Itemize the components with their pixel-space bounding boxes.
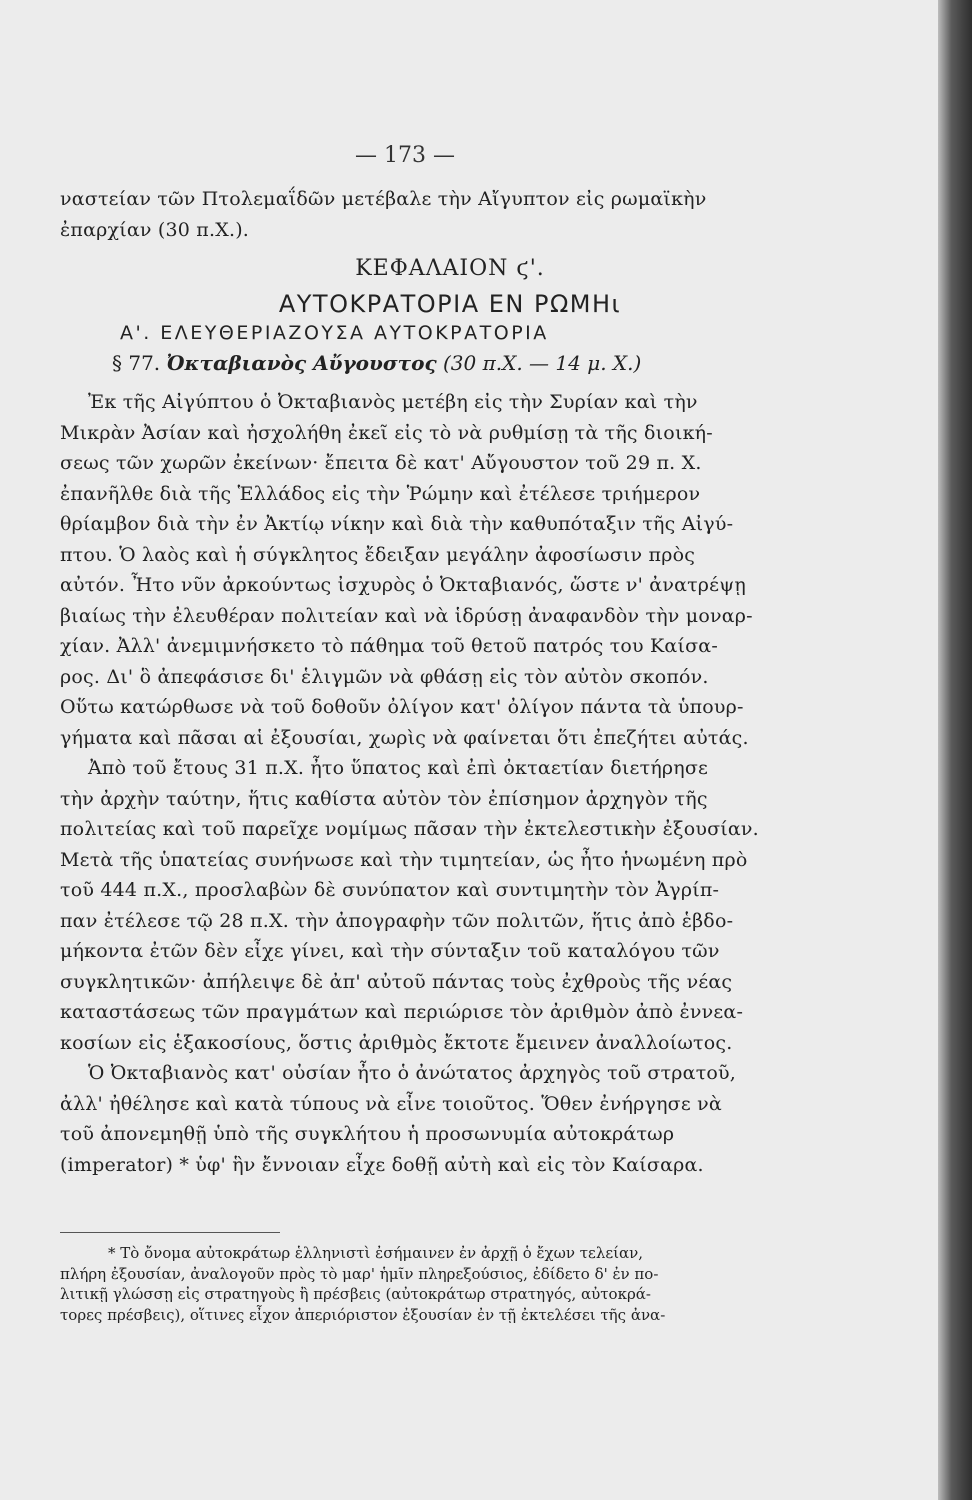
text-line: μήκοντα ἐτῶν δὲν εἶχε γίνει, καὶ τὴν σύνταξιν τοῦ καταλόγου τῶν — [60, 940, 720, 962]
text-line: θρίαμβον διὰ τὴν ἐν Ἀκτίῳ νίκην καὶ διὰ τὴν καθυπόταξιν τῆς Αἰγύ- — [60, 513, 734, 535]
text-line: ναστείαν τῶν Πτολεμαΐδῶν μετέβαλε τὴν Αἴγυπτον εἰς ρωμαϊκὴν — [60, 188, 707, 210]
footnote-line: * Τὸ ὄνομα αὐτοκράτωρ ἑλληνιστὶ ἐσήμαινεν ἐν ἀρχῇ ὁ ἔχων τελείαν, — [108, 1244, 643, 1262]
text-line: τοῦ ἀπονεμηθῇ ὑπὸ τῆς συγκλήτου ἡ προσωνυμία αὐτοκράτωρ — [60, 1123, 675, 1145]
text-line: αὐτόν. Ἦτο νῦν ἀρκούντως ἰσχυρὸς ὁ Ὀκταβιανός, ὥστε ν' ἀνατρέψῃ — [60, 574, 746, 596]
text-line: Μικρὰν Ἀσίαν καὶ ἠσχολήθη ἐκεῖ εἰς τὸ νὰ ρυθμίσῃ τὰ τῆς διοική- — [60, 421, 713, 444]
text-line: ρος. Δι' ὃ ἀπεφάσισε δι' ἑλιγμῶν νὰ φθάσῃ εἰς τὸν αὐτὸν σκοπόν. — [60, 665, 709, 688]
text-line: Ὁ Ὀκταβιανὸς κατ' οὐσίαν ἦτο ὁ ἀνώτατος ἀρχηγὸς τοῦ στρατοῦ, — [88, 1062, 737, 1084]
text-line: συγκλητικῶν· ἀπήλειψε δὲ ἀπ' αὐτοῦ πάντας τοὺς ἐχθροὺς τῆς νέας — [60, 970, 733, 993]
text-line: βιαίως τὴν ἐλευθέραν πολιτείαν καὶ νὰ ἱδρύσῃ ἀναφανδὸν τὴν μοναρ- — [60, 604, 753, 627]
footnote — [60, 1243, 780, 1325]
text-line: γήματα καὶ πᾶσαι αἱ ἐξουσίαι, χωρὶς νὰ φαίνεται ὅτι ἐπεζήτει αὐτάς. — [60, 726, 749, 749]
text-line: ἀλλ' ἠθέλησε καὶ κατὰ τύπους νὰ εἶνε τοιοῦτος. Ὅθεν ἐνήργησε νὰ — [60, 1092, 722, 1115]
text-line: ἐπανῆλθε διὰ τῆς Ἑλλάδος εἰς τὴν Ῥώμην καὶ ἐτέλεσε τριήμερον — [60, 482, 701, 505]
footnote-line: λιτικῇ γλώσσῃ εἰς στρατηγοὺς ἢ πρέσβεις (αὐτοκράτωρ στρατηγός, αὐτοκρά- — [60, 1285, 651, 1303]
text-line: Οὕτω κατώρθωσε νὰ τοῦ δοθοῦν ὀλίγον κατ' ὀλίγον πάντα τὰ ὑπουρ- — [60, 696, 744, 718]
text-line: τοῦ 444 π.Χ., προσλαβὼν δὲ συνύπατον καὶ συντιμητὴν τὸν Ἀγρίπ- — [60, 879, 720, 901]
body-text — [60, 387, 772, 1180]
text-line: (imperator) * ὑφ' ἣν ἔννοιαν εἶχε δοθῇ αὐτὴ καὶ εἰς τὸν Καίσαρα. — [60, 1153, 704, 1176]
subpart-heading: Α'. ΕΛΕΥΘΕΡΙΑΖΟΥΣΑ ΑΥΤΟΚΡΑΤΟΡΙΑ — [120, 322, 549, 344]
text-line: καταστάσεως τῶν πραγμάτων καὶ περιώρισε τὸν ἀριθμὸν ἀπὸ ἐννεα- — [60, 1001, 744, 1023]
section-heading — [112, 351, 641, 375]
text-line: Ἐκ τῆς Αἰγύπτου ὁ Ὀκταβιανὸς μετέβη εἰς τὴν Συρίαν καὶ τὴν — [88, 391, 698, 413]
footnote-line: πλήρη ἐξουσίαν, ἀναλογοῦν πρὸς τὸ μαρ' ἡμῖν πληρεξούσιος, ἐδίδετο δ' ἐν πο- — [60, 1264, 659, 1283]
text-line: χίαν. Ἀλλ' ἀνεμιμνήσκετο τὸ πάθημα τοῦ θετοῦ πατρός του Καίσα- — [60, 635, 718, 657]
chapter-heading: ΚΕΦΑΛΑΙΟΝ ϛ'. — [355, 256, 545, 281]
text-line: σεως τῶν χωρῶν ἐκείνων· ἔπειτα δὲ κατ' Αὔγουστον τοῦ 29 π. Χ. — [60, 452, 702, 474]
footnote-line: τορες πρέσβεις), οἵτινες εἶχον ἀπεριόριστον ἐξουσίαν ἐν τῇ ἐκτελέσει τῆς ἀνα- — [60, 1305, 666, 1324]
text-line: πολιτείας καὶ τοῦ παρεῖχε νομίμως πᾶσαν τὴν ἐκτελεστικὴν ἐξουσίαν. — [60, 818, 759, 840]
text-line: Ἀπὸ τοῦ ἔτους 31 π.Χ. ἦτο ὕπατος καὶ ἐπὶ ὀκταετίαν διετήρησε — [88, 757, 709, 779]
text-line: Μετὰ τῆς ὑπατείας συνήνωσε καὶ τὴν τιμητείαν, ὡς ἦτο ἡνωμένη πρὸ — [60, 848, 748, 871]
page-number: — 173 — — [355, 143, 455, 168]
text-line: ἐπαρχίαν (30 π.Χ.). — [60, 218, 250, 241]
page-edge-shadow — [938, 0, 972, 1500]
intro-paragraph — [60, 184, 772, 245]
footnote-divider — [60, 1232, 280, 1233]
section-dates: (30 π.Χ. — 14 μ. Χ.) — [442, 351, 642, 375]
part-title: ΑΥΤΟΚΡΑΤΟΡΙΑ ΕΝ ΡΩΜΗι — [278, 290, 622, 318]
section-number: § 77. — [112, 351, 161, 375]
text-line: κοσίων εἰς ἑξακοσίους, ὅστις ἀριθμὸς ἔκτοτε ἔμεινεν ἀναλλοίωτος. — [60, 1031, 733, 1054]
text-line: πτου. Ὁ λαὸς καὶ ἡ σύγκλητος ἔδειξαν μεγάλην ἀφοσίωσιν πρὸς — [60, 543, 696, 566]
section-title: Ὀκταβιανὸς Αὔγουστος — [166, 351, 437, 375]
text-line: τὴν ἀρχὴν ταύτην, ἥτις καθίστα αὐτὸν τὸν ἐπίσημον ἀρχηγὸν τῆς — [60, 787, 708, 810]
text-line: παν ἐτέλεσε τῷ 28 π.Χ. τὴν ἀπογραφὴν τῶν πολιτῶν, ἥτις ἀπὸ ἑβδο- — [60, 909, 734, 932]
